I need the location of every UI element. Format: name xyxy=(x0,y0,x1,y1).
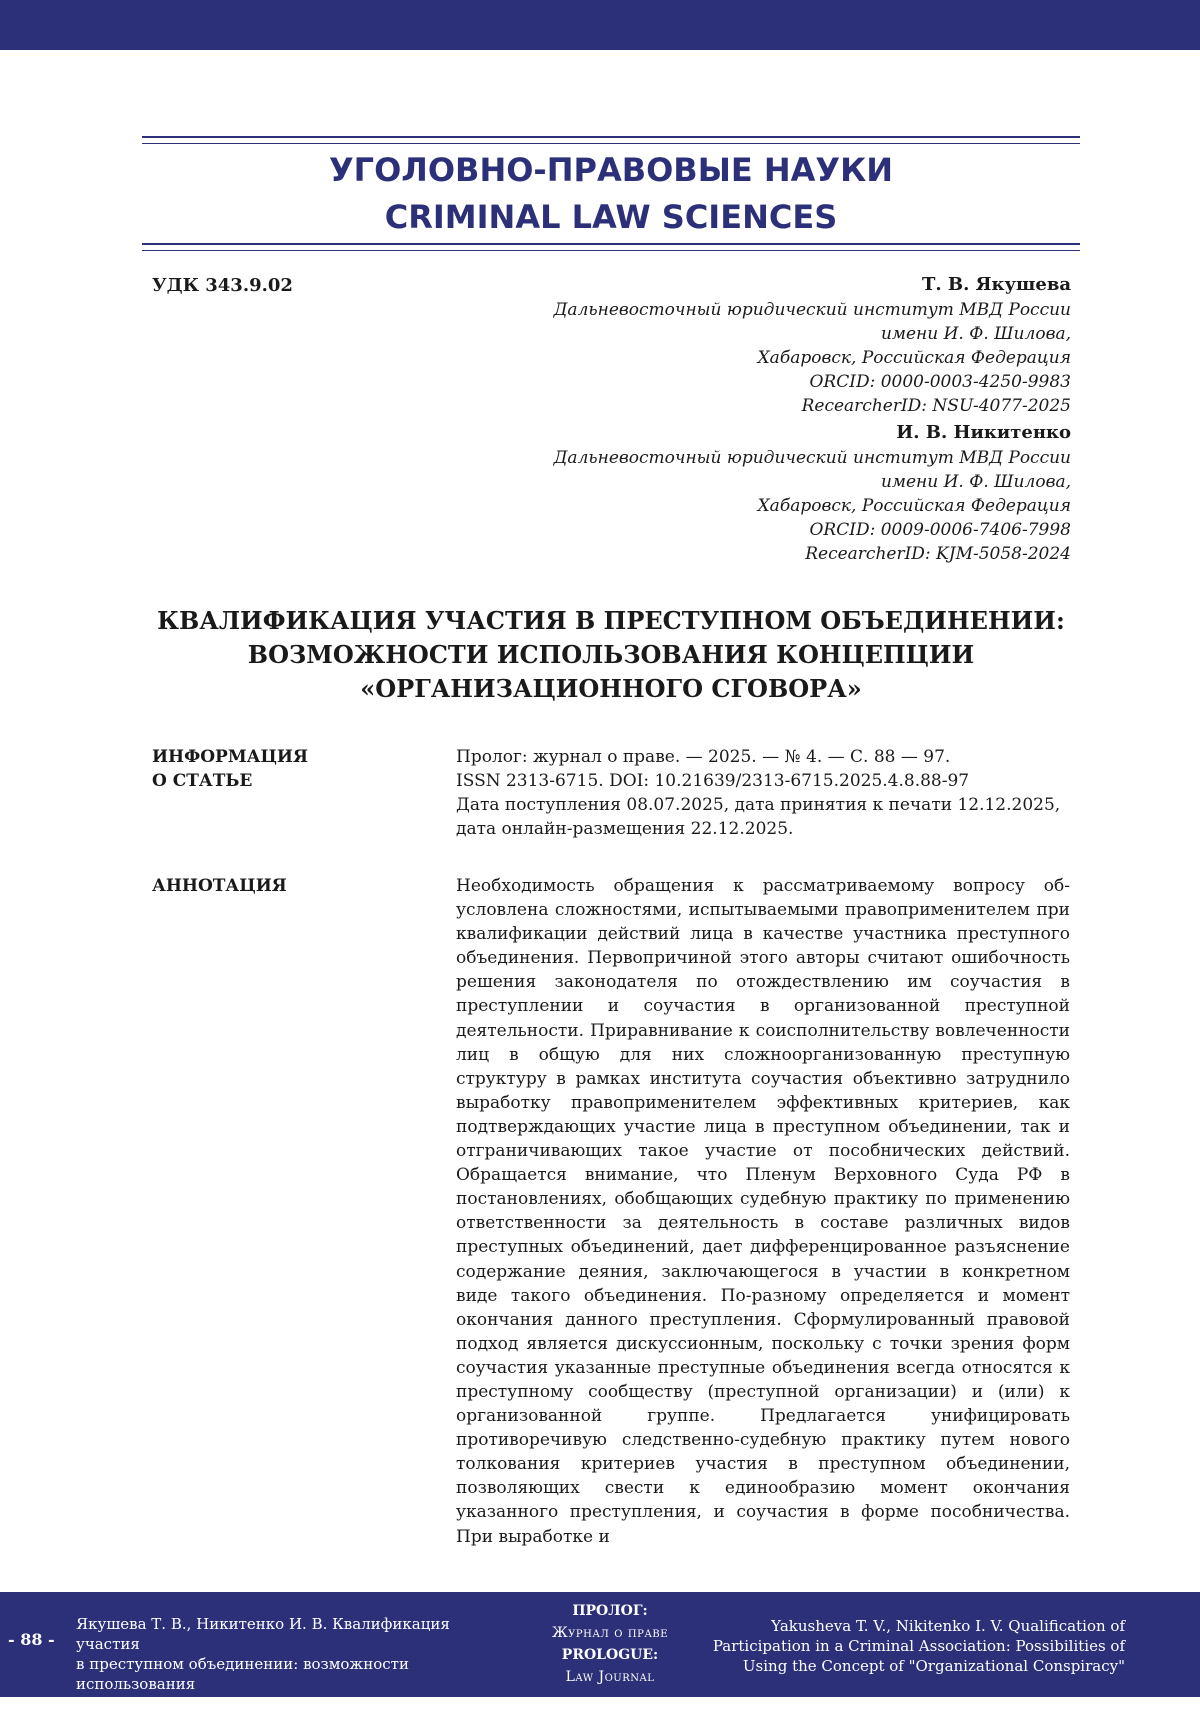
section-title-ru: УГОЛОВНО-ПРАВОВЫЕ НАУКИ xyxy=(329,151,893,189)
author-orcid: ORCID: 0000-0003-4250-9983 xyxy=(809,372,1071,392)
footer-line: Participation in a Criminal Association: Possibilities of xyxy=(712,1637,1125,1655)
section-rule-bottom xyxy=(142,243,1080,251)
article-title xyxy=(142,604,1080,706)
footer-line: Using the Concept of "Organizational Conspiracy" xyxy=(742,1657,1125,1675)
footer-citation-ru xyxy=(76,1614,496,1714)
author-researcherid: RecearcherID: KJM-5058-2024 xyxy=(805,544,1071,564)
author-location: Хабаровск, Российская Федерация xyxy=(757,496,1071,516)
dates-line: Дата поступления 08.07.2025, дата принятия к печати 12.12.2025, xyxy=(456,795,1061,815)
author-name: Т. В. Якушева xyxy=(921,274,1071,295)
article-title-line: «ОРГАНИЗАЦИОННОГО СГОВОРА» xyxy=(360,674,862,703)
author-2 xyxy=(431,420,1071,566)
journal-subtitle-en: Law Journal xyxy=(565,1669,655,1685)
author-researcherid: RecearcherID: NSU-4077-2025 xyxy=(801,396,1071,416)
section-rule-top xyxy=(142,136,1080,144)
article-title-line: КВАЛИФИКАЦИЯ УЧАСТИЯ В ПРЕСТУПНОМ ОБЪЕДИНЕНИИ: xyxy=(157,606,1065,635)
page-number: - 88 - xyxy=(8,1630,55,1649)
article-info-label-line: О СТАТЬЕ xyxy=(152,771,253,791)
journal-name-ru: ПРОЛОГ: xyxy=(572,1603,648,1619)
journal-name xyxy=(520,1600,700,1688)
article-info-label-line: ИНФОРМАЦИЯ xyxy=(152,747,308,767)
author-affiliation: имени И. Ф. Шилова, xyxy=(880,472,1071,492)
author-location: Хабаровск, Российская Федерация xyxy=(757,348,1071,368)
article-title-line: ВОЗМОЖНОСТИ ИСПОЛЬЗОВАНИЯ КОНЦЕПЦИИ xyxy=(247,640,975,669)
footer-line: в преступном объединении: возможности использования xyxy=(76,1655,409,1693)
author-name: И. В. Никитенко xyxy=(896,422,1071,443)
author-1 xyxy=(431,272,1071,418)
dates-line: дата онлайн-размещения 22.12.2025. xyxy=(456,819,794,839)
issn-doi-line: ISSN 2313-6715. DOI: 10.21639/2313-6715.2025.4.8.88-97 xyxy=(456,771,970,791)
article-info-label xyxy=(152,745,402,793)
footer-line: Якушева Т. В., Никитенко И. В. Квалификация участия xyxy=(76,1615,450,1653)
footer-line: Yakusheva T. V., Nikitenko I. V. Qualification of xyxy=(771,1617,1125,1635)
authors-block xyxy=(431,272,1071,566)
header-band xyxy=(0,0,1200,50)
abstract-label: АННОТАЦИЯ xyxy=(152,876,287,896)
section-title-en: CRIMINAL LAW SCIENCES xyxy=(384,198,838,236)
udk-code: УДК 343.9.02 xyxy=(152,275,293,296)
footer-citation-en xyxy=(705,1616,1125,1676)
section-title xyxy=(142,144,1080,243)
abstract-text: Необходимость обращения к рассматриваемому вопросу обусловлена сложностями, испытываемыми правоприменителем при квалификации действий лица в качестве участника преступного объединения. Первопричиной этого авторы считают ошибочность решения законодателя по отождествлению им соучастия в преступлении и соучастия в организованной преступной деятельности. Приравнивание к соисполнительству вовлеченности лиц в общую для них сложноорганизованную преступную структуру в рамках института соучастия объективно затруднило выработку правоприменителем эффективных критериев, как подтверждающих участие лица в преступном объединении, так и отграничивающих такое участие от пособнических действий. Обращается внимание, что Пленум Верховного Суда РФ в постановлениях, обобщающих судебную практику по применению ответственности за деятельность в составе различных видов преступных объединений, дает дифференцированное разъяснение содержание деяния, заключающегося в участии в конкретном виде такого объединения. По-разному определяется и момент окончания данного преступления. Сформулированный правовой подход является дискуссионным, поскольку с точки зрения форм соучастия указанные преступные объединения всегда относятся к преступному сообществу (преступной организации) и (или) к организованной группе. Предлагается унифицировать противоречивую следственно-судебную практику путем нового толкования критериев участия в преступном объединении, позволяющих свести к единообразию момент окончания указанного преступления, и соучастия в форме пособничества. При выработке и xyxy=(456,876,1070,1547)
citation-line: Пролог: журнал о праве. — 2025. — № 4. — С. 88 — 97. xyxy=(456,747,951,767)
page-footer xyxy=(0,1592,1200,1713)
article-info xyxy=(456,745,1072,841)
footer-line: концепции «организационного сговора» xyxy=(76,1695,399,1713)
journal-subtitle-ru: Журнал о праве xyxy=(551,1625,669,1641)
author-orcid: ORCID: 0009-0006-7406-7998 xyxy=(809,520,1071,540)
journal-name-en: PROLOGUE: xyxy=(561,1647,659,1663)
author-affiliation: имени И. Ф. Шилова, xyxy=(880,324,1071,344)
section-heading xyxy=(142,136,1080,251)
author-affiliation: Дальневосточный юридический институт МВД России xyxy=(553,300,1071,320)
author-affiliation: Дальневосточный юридический институт МВД России xyxy=(553,448,1071,468)
